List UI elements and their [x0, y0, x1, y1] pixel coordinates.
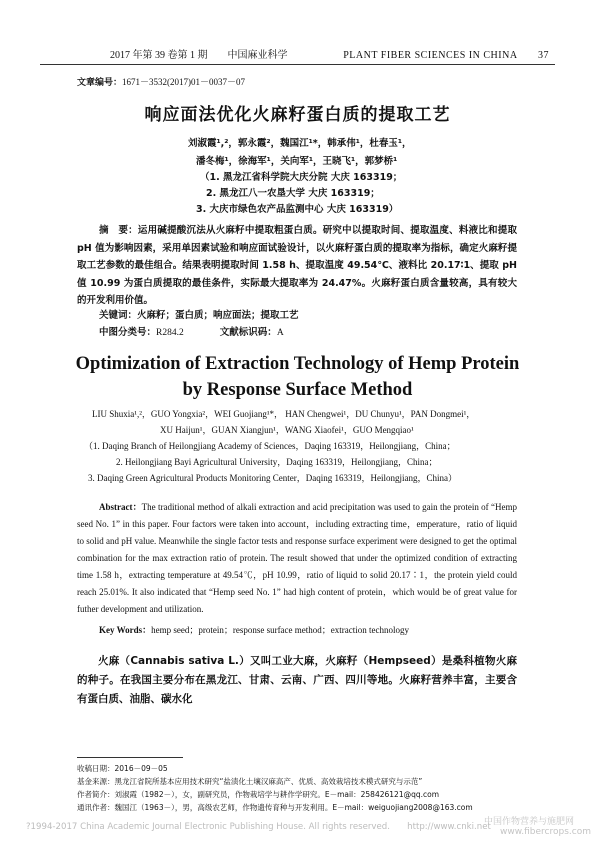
authors-en-line-2: XU Haijun¹，GUAN Xiangjun¹，WANG Xiaofei¹，GUO Mengqiao¹ [160, 425, 414, 435]
affiliation-cn-3: 3. 大庆市绿色农产品监测中心 大庆 163319） [196, 204, 399, 215]
doc-code-label: 文献标识码： [219, 327, 277, 338]
watermark-cn: 中国作物营养与施肥网 [484, 817, 575, 827]
keywords-en-text: hemp seed；protein；response surface method；extraction technology [151, 625, 410, 635]
affiliation-en-3: 3. Daqing Green Agricultural Products Monitoring Center，Daqing 163319，Heilongjiang，China） [88, 473, 457, 483]
clc-value: R284.2 [156, 328, 184, 338]
running-header [40, 46, 555, 60]
header-rule [40, 64, 555, 65]
article-number [77, 74, 245, 91]
footnote-received: 收稿日期：2016－09－05 [77, 764, 168, 773]
abstract-cn [77, 222, 517, 310]
keywords-cn-text: 火麻籽；蛋白质；响应面法；提取工艺 [137, 310, 299, 321]
affiliation-cn-1: （1. 黑龙江省科学院大庆分院 大庆 163319； [200, 172, 403, 183]
authors-cn-line-2: 潘冬梅¹，徐海军¹，关向军¹，王晓飞¹，郭梦桥¹ [196, 156, 398, 167]
abstract-en-label: Abstract： [99, 502, 142, 512]
affiliation-en-2: 2. Heilongjiang Bayi Agricultural University，Daqing 163319，Heilongjiang，China； [116, 457, 438, 467]
keywords-en [99, 622, 409, 638]
copyright-line: ?1994-2017 China Academic Journal Electronic Publishing House. All rights reserved. http://www.cnki.net [26, 822, 491, 832]
journal-name-en: PLANT FIBER SCIENCES IN CHINA 37 [343, 50, 549, 61]
authors-en-line-1: LIU Shuxia¹,²，GUO Yongxia²，WEI Guojiang¹*， HAN Chengwei¹，DU Chunyu¹，PAN Dongmei¹， [92, 409, 476, 419]
footnote-rule [77, 757, 183, 758]
journal-issue-cn: 2017 年第 39 卷第 1 期 中国麻业科学 [110, 50, 288, 61]
classification-cn [99, 325, 284, 341]
authors-cn-line-1: 刘淑霞¹,²，郭永霞²，魏国江¹*，韩承伟¹，杜春玉¹， [188, 138, 412, 149]
abstract-cn-label: 摘 要： [99, 225, 138, 236]
doc-code-value: A [276, 328, 284, 338]
paper-title-en-line-1: Optimization of Extraction Technology of Hemp Protein [75, 354, 520, 374]
keywords-en-label: Key Words： [99, 625, 152, 635]
footnote-corresponding: 通讯作者：魏国江（1963－），男，高级农艺师，作物遗传育种与开发利用。E－mail：weiguojiang2008@163.com [77, 803, 473, 812]
footnote-funding: 基金来源：黑龙江省院所基本应用技术研究“盐渍化土壤汉麻高产、优质、高效栽培技术模式研究与示范” [77, 777, 423, 786]
article-number-label: 文章编号： [77, 78, 123, 88]
article-number-value: 1671－3532(2017)01－0037－07 [122, 77, 246, 87]
watermark-url: www.fibercrops.com [500, 827, 591, 837]
paper-title-en-line-2: by Response Surface Method [182, 380, 413, 400]
abstract-en [77, 499, 517, 618]
paper-title-cn: 响应面法优化火麻籽蛋白质的提取工艺 [144, 105, 451, 125]
abstract-cn-text: 运用碱提酸沉法从火麻籽中提取粗蛋白质。研究中以提取时间、提取温度、料液比和提取 pH 值为影响因素，采用单因素试验和响应面试验设计，以火麻籽蛋白质的提取率为指标，确定火麻籽提取工艺参数的最佳组合。结果表明提取时间 1.58 h、提取温度 49.54℃、液料比 20.17∶1、提取 pH 值 10.99 为蛋白质提取的最佳条件，实际最大提取率为 24.47%。火麻籽蛋白质含量较高，具有较大的开发利用价值。 [77, 225, 517, 306]
abstract-en-text: The traditional method of alkali extraction and acid precipitation was used to gain the protein of “Hemp seed No. 1” in this paper. Four factors were taken into account，including extracting time，emperature，ratio of liquid to solid and pH value. Meanwhile the single factor tests and response surface experiment were designed to get the optimal combination for the max extraction ratio of protein. The result showed that under the optimized condition of extracting time 1.58 h，extracting temperature at 49.54℃，pH 10.99，ratio of liquid to solid 20.17∶1，the protein yield could reach 25.01%. It also indicated that “Hemp seed No. 1” had high content of protein，which would be of great value for futher development and utilization. [77, 502, 517, 614]
keywords-cn-label: 关键词： [99, 310, 138, 321]
keywords-cn [99, 308, 299, 324]
clc-label: 中图分类号： [99, 327, 157, 338]
affiliation-cn-2: 2. 黑龙江八一农垦大学 大庆 163319； [206, 188, 380, 199]
affiliation-en-1: （1. Daqing Branch of Heilongjiang Academy of Sciences，Daqing 163319，Heilongjiang，China； [84, 441, 456, 451]
body-paragraph-1: 火麻（Cannabis sativa L.）又叫工业大麻，火麻籽（Hempseed）是桑科植物火麻的种子。在我国主要分布在黑龙江、甘肃、云南、广西、四川等地。火麻籽营养丰富，主要含有蛋白质、油脂、碳水化 [77, 655, 517, 705]
footnote-author-bio: 作者简介：刘淑霞（1982－），女，副研究员，作物栽培学与耕作学研究。E－mail：258426121@qq.com [77, 790, 440, 799]
